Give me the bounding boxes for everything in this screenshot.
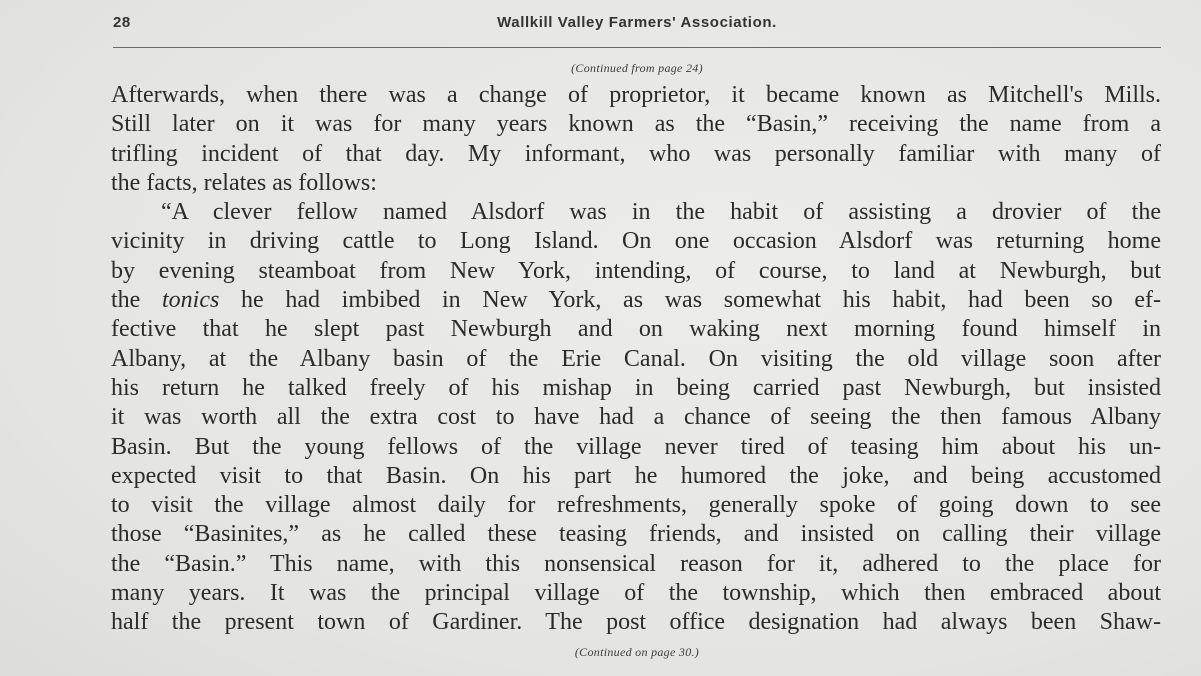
text-line-with-italic [111, 286, 1161, 315]
text-line: the “Basin.” This name, with this nonsensical reason for it, adhered to the place for [111, 550, 1161, 577]
text-line: Afterwards, when there was a change of proprietor, it became known as Mitchell's Mills. [111, 82, 1161, 108]
header-rule [113, 47, 1161, 48]
text-fragment: he had imbibed in New York, as was somewhat his habit, had been so ef- [241, 287, 1162, 314]
text-line: it was worth all the extra cost to have had a chance of seeing the then famous Albany [111, 404, 1161, 431]
text-line: those “Basinites,” as he called these teasing friends, and insisted on calling their village [111, 521, 1161, 548]
text-line: fective that he slept past Newburgh and on waking next morning found himself in [111, 316, 1161, 343]
text-line: half the present town of Gardiner. The post office designation had always been Shaw- [111, 609, 1161, 636]
running-title: Wallkill Valley Farmers' Association. [497, 14, 777, 31]
italic-word: tonics [162, 287, 220, 314]
page-number: 28 [113, 14, 131, 31]
text-line: many years. It was the principal village of the township, which then embraced about [111, 580, 1161, 607]
continued-on-note: (Continued on page 30.) [574, 645, 700, 659]
text-fragment: the [111, 287, 141, 314]
text-line: his return he talked freely of his mishap in being carried past Newburgh, but insisted [111, 374, 1161, 401]
text-line: Still later on it was for many years known as the “Basin,” receiving the name from a [111, 111, 1161, 138]
page-header [113, 14, 1161, 38]
text-line: Albany, at the Albany basin of the Erie Canal. On visiting the old village soon after [111, 345, 1161, 372]
text-line: by evening steamboat from New York, intending, of course, to land at Newburgh, but [111, 257, 1161, 284]
text-line: the facts, relates as follows: [111, 169, 377, 196]
text-line: “A clever fellow named Alsdorf was in the habit of assisting a drovier of the [161, 199, 1161, 226]
text-line: to visit the village almost daily for refreshments, generally spoke of going down to see [111, 492, 1161, 519]
text-line: vicinity in driving cattle to Long Island. On one occasion Alsdorf was returning home [111, 228, 1161, 255]
text-line: expected visit to that Basin. On his part he humored the joke, and being accustomed [111, 462, 1161, 489]
text-line: trifling incident of that day. My informant, who was personally familiar with many of [111, 140, 1161, 167]
text-line: Basin. But the young fellows of the village never tired of teasing him about his un- [111, 433, 1161, 460]
article-body [111, 81, 1161, 638]
continued-from-note: (Continued from page 24) [571, 61, 703, 75]
